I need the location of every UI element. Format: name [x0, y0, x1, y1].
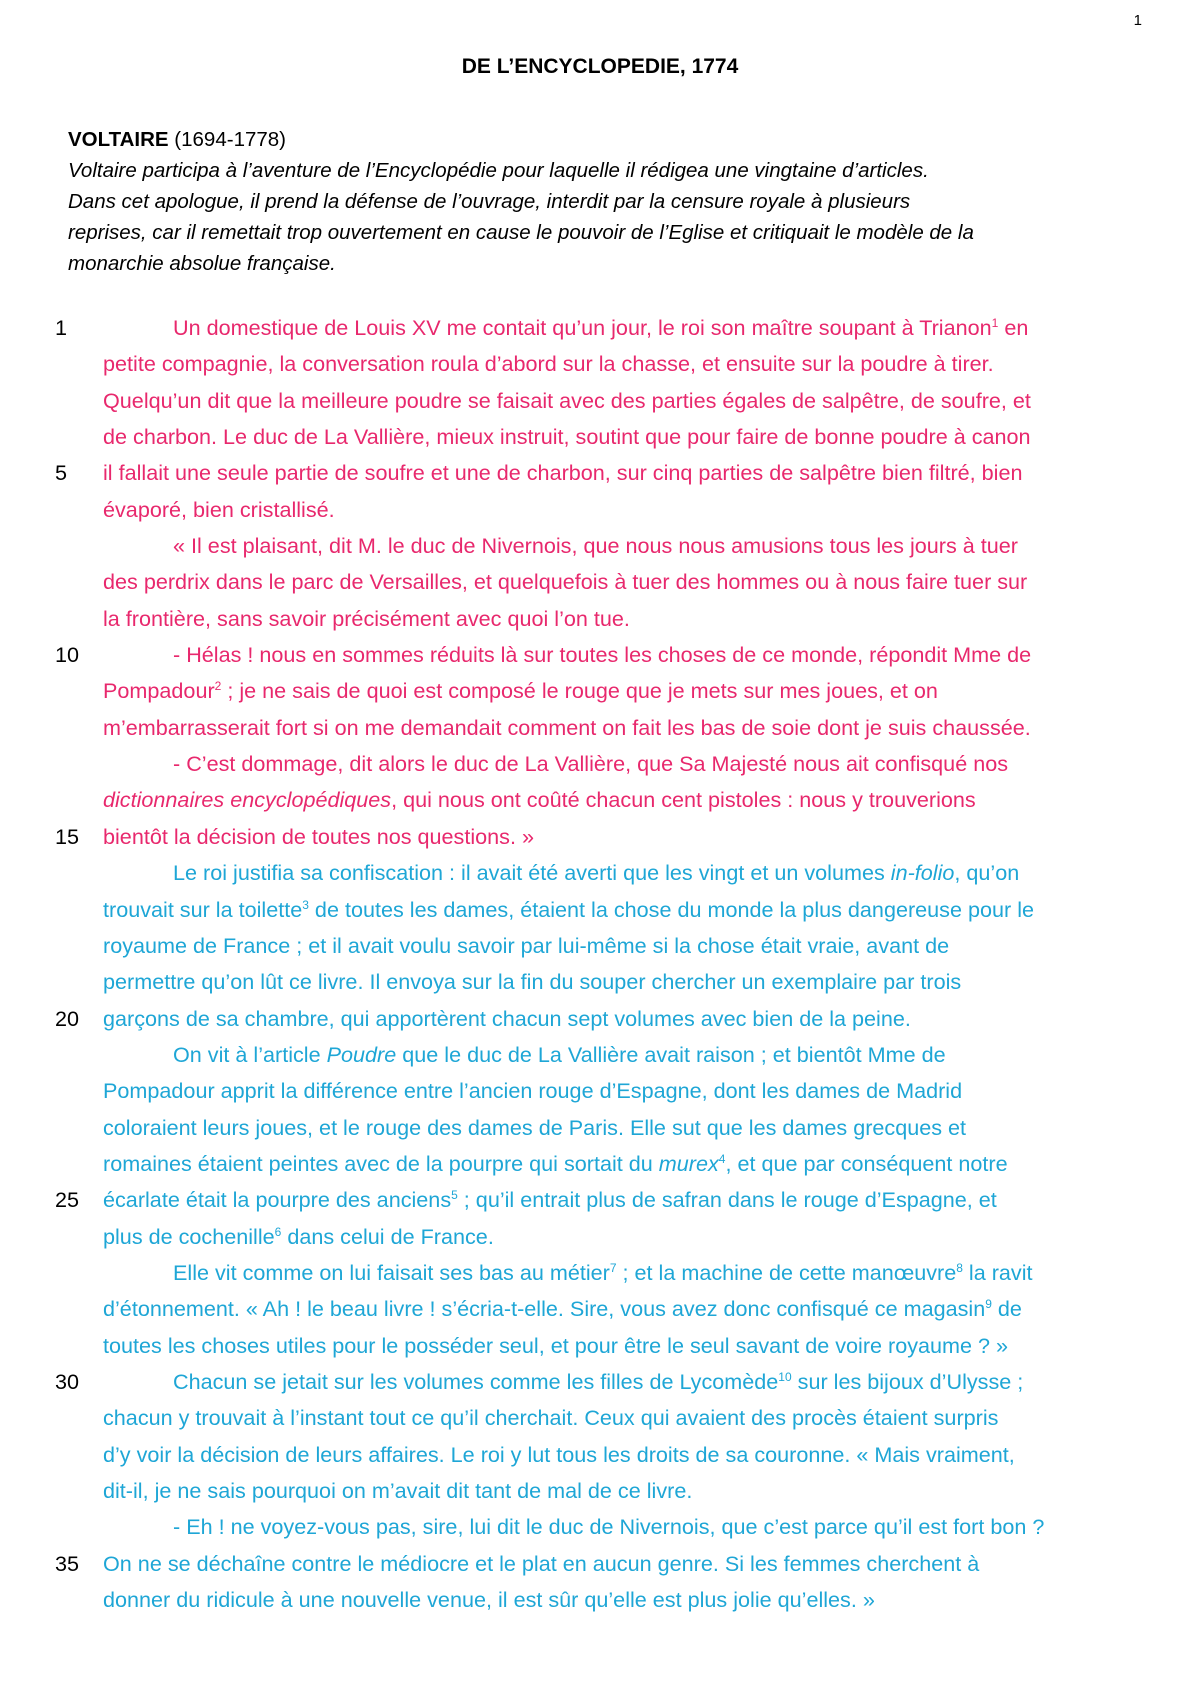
- text-segment: dit-il, je ne sais pourquoi on m’avait dit tant de mal de ce livre.: [103, 1478, 693, 1503]
- text-segment: trouvait sur la toilette: [103, 896, 303, 922]
- text-segment: des perdrix dans le parc de Versailles, et quelquefois à tuer des hommes ou à nous faire tuer sur: [103, 569, 1028, 595]
- text-segment: il fallait une seule partie de soufre et une de charbon, sur cinq parties de salpêtre bien filtré, bien: [103, 460, 1023, 486]
- line-text: [173, 1037, 946, 1073]
- text-segment: , et que par conséquent notre: [725, 1150, 1008, 1176]
- text-line: [0, 1328, 1200, 1364]
- text-line: [0, 419, 1200, 455]
- text-line: [0, 346, 1200, 382]
- line-text: [103, 1146, 1008, 1182]
- page-number: 1: [1133, 12, 1142, 29]
- line-text: [103, 601, 630, 637]
- text-line: [0, 855, 1200, 891]
- line-text: [103, 1328, 1008, 1364]
- text-segment: On vit à l’article: [173, 1041, 327, 1067]
- text-segment: de charbon. Le duc de La Vallière, mieux instruit, soutint que pour faire de bonne poudre à canon: [103, 424, 1031, 450]
- text-line: [0, 673, 1200, 709]
- line-text: [103, 1400, 998, 1436]
- text-segment: coloraient leurs joues, et le rouge des dames de Paris. Elle sut que les dames grecques et: [103, 1114, 967, 1140]
- text-segment: sur les bijoux d’Ulysse ;: [791, 1368, 1024, 1394]
- text-line: [0, 1400, 1200, 1436]
- text-line: [0, 892, 1200, 928]
- text-segment: , qu’on: [954, 860, 1020, 886]
- text-segment: Le roi justifia sa confiscation : il avait été averti que les vingt et un volumes: [173, 860, 891, 886]
- line-text: [103, 1582, 875, 1618]
- text-segment: la ravit: [962, 1259, 1033, 1285]
- text-segment: de: [991, 1296, 1022, 1322]
- intro-line: reprises, car il remettait trop ouvertement en cause le pouvoir de l’Eglise et critiquait le modèle de la: [68, 221, 974, 244]
- line-text: [103, 1437, 1015, 1473]
- text-line: [0, 1437, 1200, 1473]
- author-name: VOLTAIRE: [68, 128, 169, 151]
- line-text: [103, 964, 961, 1000]
- text-segment: petite compagnie, la conversation roula d’abord sur la chasse, et ensuite sur la poudre à tirer.: [103, 351, 994, 377]
- line-number: 35: [55, 1550, 80, 1576]
- text-segment: - Hélas ! nous en sommes réduits là sur toutes les choses de ce monde, répondit Mme de: [173, 642, 1032, 668]
- text-segment: Chacun se jetait sur les volumes comme les filles de Lycomède: [173, 1368, 779, 1394]
- line-text: [103, 492, 335, 528]
- text-segment: Pompadour: [103, 678, 215, 704]
- text-segment: romaines étaient peintes avec de la pourpre qui sortait du: [103, 1150, 659, 1176]
- text-line: [0, 1146, 1200, 1182]
- author-line: [68, 124, 1148, 155]
- text-line: [0, 492, 1200, 528]
- text-segment: de toutes les dames, étaient la chose du monde la plus dangereuse pour le: [308, 896, 1035, 922]
- text-segment: ; je ne sais de quoi est composé le rouge que je mets sur mes joues, et on: [221, 678, 938, 704]
- footnote-ref: 10: [778, 1369, 792, 1384]
- footnote-ref: 7: [609, 1260, 617, 1275]
- text-line: [0, 1364, 1200, 1400]
- line-text: [173, 746, 1008, 782]
- italic-text: in-folio: [890, 860, 955, 886]
- text-segment: Pompadour apprit la différence entre l’ancien rouge d’Espagne, dont les dames de Madrid: [103, 1078, 963, 1104]
- line-text: [103, 928, 949, 964]
- line-number: 10: [55, 642, 80, 668]
- line-text: [173, 1364, 1023, 1400]
- text-segment: dans celui de France.: [281, 1223, 494, 1249]
- line-text: [103, 1073, 962, 1109]
- line-number: 1: [55, 315, 68, 340]
- intro-line: Dans cet apologue, il prend la défense de l’ouvrage, interdit par la censure royale à plusieurs: [68, 190, 911, 213]
- text-segment: d’y voir la décision de leurs affaires. Le roi y lut tous les droits de sa couronne. « Mais vraiment,: [103, 1441, 1015, 1467]
- footnote-ref: 1: [991, 315, 999, 330]
- text-segment: - C’est dommage, dit alors le duc de La Vallière, que Sa Majesté nous ait confisqué nos: [173, 751, 1009, 777]
- author-dates: (1694-1778): [168, 128, 286, 151]
- footnote-ref: 9: [985, 1297, 992, 1312]
- text-segment: Elle vit comme on lui faisait ses bas au métier: [173, 1259, 610, 1285]
- text-line: [0, 1001, 1200, 1037]
- text-segment: écarlate était la pourpre des anciens: [103, 1187, 452, 1213]
- line-text: [103, 673, 938, 709]
- intro-line: monarchie absolue française.: [68, 252, 336, 275]
- line-text: [103, 383, 1031, 419]
- text-segment: Un domestique de Louis XV me contait qu’un jour, le roi son maître soupant à Trianon: [173, 315, 992, 340]
- text-segment: d’étonnement. « Ah ! le beau livre ! s’écria-t-elle. Sire, vous avez donc confisqué ce magasin: [103, 1296, 986, 1322]
- text-segment: royaume de France ; et il avait voulu savoir par lui-même si la chose était vraie, avant de: [103, 932, 950, 958]
- text-segment: « Il est plaisant, dit M. le duc de Nivernois, que nous nous amusions tous les jours à tuer: [173, 533, 1019, 559]
- text-line: [0, 310, 1200, 346]
- footnote-ref: 2: [214, 679, 222, 694]
- text-line: [0, 383, 1200, 419]
- text-segment: On ne se déchaîne contre le médiocre et le plat en aucun genre. Si les femmes cherchent à: [103, 1550, 980, 1576]
- text-segment: bientôt la décision de toutes nos questions. »: [103, 823, 534, 849]
- text-line: [0, 964, 1200, 1000]
- line-text: [173, 855, 1019, 891]
- line-text: [103, 1110, 966, 1146]
- text-segment: , qui nous ont coûté chacun cent pistoles : nous y trouverions: [391, 787, 976, 813]
- intro-block: [68, 124, 1148, 279]
- intro-line: Voltaire participa à l’aventure de l’Encyclopédie pour laquelle il rédigea une vingtaine d’articles.: [68, 159, 929, 182]
- text-segment: ; et la machine de cette manœuvre: [616, 1259, 957, 1285]
- text-segment: Quelqu’un dit que la meilleure poudre se faisait avec des parties égales de salpêtre, de soufre, et: [103, 387, 1031, 413]
- line-text: [103, 419, 1031, 455]
- footnote-ref: 4: [718, 1151, 726, 1166]
- text-line: [0, 1110, 1200, 1146]
- line-number: 15: [55, 823, 80, 849]
- line-text: [173, 1255, 1033, 1291]
- text-line: [0, 1037, 1200, 1073]
- text-line: [0, 1291, 1200, 1327]
- line-text: [103, 782, 976, 818]
- line-text: [173, 310, 1028, 346]
- line-text: [103, 892, 1034, 928]
- text-line: [0, 710, 1200, 746]
- line-text: [103, 1001, 911, 1037]
- line-text: [103, 1473, 692, 1509]
- text-line: [0, 928, 1200, 964]
- text-line: [0, 455, 1200, 491]
- text-segment: m’embarrasserait fort si on me demandait comment on fait les bas de soie dont je suis chaussée.: [103, 714, 1031, 740]
- text-segment: toutes les choses utiles pour le posséder seul, et pour être le seul savant de voire royaume ? »: [103, 1332, 1009, 1358]
- text-segment: chacun y trouvait à l’instant tout ce qu’il cherchait. Ceux qui avaient des procès étaient surpris: [103, 1405, 999, 1431]
- line-text: [103, 1182, 997, 1218]
- line-number: 20: [55, 1005, 80, 1031]
- text-segment: donner du ridicule à une nouvelle venue, il est sûr qu’elle est plus jolie qu’elles. »: [103, 1587, 875, 1613]
- line-text: [103, 1546, 979, 1582]
- italic-text: Poudre: [326, 1041, 397, 1067]
- text-segment: plus de cochenille: [103, 1223, 275, 1249]
- intro-text: [68, 155, 1148, 279]
- line-text: [103, 346, 994, 382]
- footnote-ref: 8: [956, 1260, 963, 1275]
- text-line: [0, 1473, 1200, 1509]
- line-text: [103, 819, 534, 855]
- text-line: [0, 601, 1200, 637]
- line-text: [173, 528, 1018, 564]
- text-line: [0, 746, 1200, 782]
- text-segment: ; qu’il entrait plus de safran dans le rouge d’Espagne, et: [457, 1187, 997, 1213]
- text-segment: garçons de sa chambre, qui apportèrent chacun sept volumes avec bien de la peine.: [103, 1005, 911, 1031]
- text-segment: que le duc de La Vallière avait raison ; et bientôt Mme de: [396, 1041, 946, 1067]
- text-line: [0, 1546, 1200, 1582]
- line-text: [173, 1509, 1044, 1545]
- main-text: [0, 310, 1200, 1618]
- text-segment: en: [998, 315, 1029, 340]
- text-line: [0, 564, 1200, 600]
- line-text: [103, 1219, 494, 1255]
- text-line: [0, 528, 1200, 564]
- text-line: [0, 637, 1200, 673]
- line-text: [103, 455, 1023, 491]
- line-number: 30: [55, 1368, 80, 1394]
- text-line: [0, 1182, 1200, 1218]
- line-text: [173, 637, 1031, 673]
- text-line: [0, 819, 1200, 855]
- text-segment: la frontière, sans savoir précisément avec quoi l’on tue.: [103, 605, 630, 631]
- italic-text: murex: [658, 1150, 719, 1176]
- text-line: [0, 1509, 1200, 1545]
- line-number: 5: [55, 460, 68, 486]
- text-line: [0, 782, 1200, 818]
- text-line: [0, 1255, 1200, 1291]
- line-number: 25: [55, 1187, 80, 1213]
- footnote-ref: 6: [274, 1224, 282, 1239]
- text-segment: - Eh ! ne voyez-vous pas, sire, lui dit le duc de Nivernois, que c’est parce qu’il est fort bon ?: [173, 1514, 1045, 1540]
- text-line: [0, 1073, 1200, 1109]
- line-text: [103, 710, 1031, 746]
- footnote-ref: 3: [302, 897, 309, 912]
- text-segment: évaporé, bien cristallisé.: [103, 496, 335, 522]
- text-line: [0, 1219, 1200, 1255]
- page-title: DE L’ENCYCLOPEDIE, 1774: [461, 55, 739, 78]
- italic-text: dictionnaires encyclopédiques: [103, 787, 392, 813]
- footnote-ref: 5: [451, 1188, 458, 1203]
- line-text: [103, 564, 1027, 600]
- text-line: [0, 1582, 1200, 1618]
- line-text: [103, 1291, 1022, 1327]
- text-segment: permettre qu’on lût ce livre. Il envoya sur la fin du souper chercher un exemplaire par trois: [103, 969, 962, 995]
